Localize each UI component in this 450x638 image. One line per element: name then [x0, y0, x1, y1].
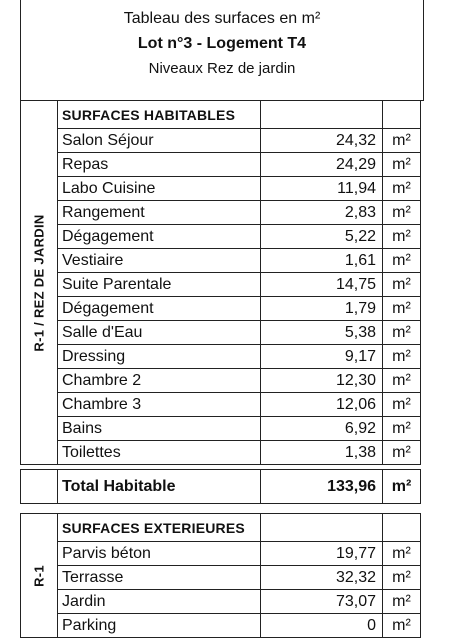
surface-value: 0 [261, 614, 383, 638]
surface-unit: m² [383, 249, 421, 273]
table-row [21, 542, 421, 566]
table-row [21, 417, 421, 441]
surface-value: 9,17 [261, 345, 383, 369]
table-row [21, 297, 421, 321]
surface-value: 1,79 [261, 297, 383, 321]
table-row [21, 590, 421, 614]
surface-value: 5,38 [261, 321, 383, 345]
level-side-label: R-1 / REZ DE JARDIN [31, 213, 47, 352]
section-title: SURFACES EXTERIEURES [58, 514, 261, 542]
room-name: Chambre 2 [58, 369, 261, 393]
room-name: Repas [58, 153, 261, 177]
surface-value: 19,77 [261, 542, 383, 566]
level-side-label: R-1 [31, 564, 47, 587]
lot-title: Lot n°3 - Logement T4 [137, 35, 307, 52]
exterior-surfaces-table [20, 513, 421, 638]
section-header-row [21, 514, 421, 542]
room-name: Labo Cuisine [58, 177, 261, 201]
surface-value: 1,38 [261, 441, 383, 465]
surface-unit: m² [383, 590, 421, 614]
table-title: Tableau des surfaces en m² [123, 10, 321, 27]
room-name: Dégagement [58, 225, 261, 249]
room-name: Dégagement [58, 297, 261, 321]
surface-value: 32,32 [261, 566, 383, 590]
surface-unit: m² [383, 393, 421, 417]
room-name: Toilettes [58, 441, 261, 465]
total-table [20, 469, 421, 504]
table-row [21, 201, 421, 225]
surface-unit: m² [383, 225, 421, 249]
table-row [21, 441, 421, 465]
surface-value: 24,29 [261, 153, 383, 177]
section-header-row [21, 101, 421, 129]
table-row [21, 249, 421, 273]
habitable-surfaces-table [20, 100, 421, 465]
table-row [21, 273, 421, 297]
room-name: Parvis béton [58, 542, 261, 566]
surface-unit: m² [383, 273, 421, 297]
table-row [21, 225, 421, 249]
table-row [21, 177, 421, 201]
table-row [21, 321, 421, 345]
surface-value: 24,32 [261, 129, 383, 153]
surface-unit: m² [383, 614, 421, 638]
level-side-label-cell [21, 514, 58, 638]
total-unit: m² [383, 470, 421, 504]
surface-value: 1,61 [261, 249, 383, 273]
empty-cell [261, 101, 383, 129]
total-value: 133,96 [261, 470, 383, 504]
room-name: Salle d'Eau [58, 321, 261, 345]
room-name: Suite Parentale [58, 273, 261, 297]
room-name: Bains [58, 417, 261, 441]
room-name: Vestiaire [58, 249, 261, 273]
empty-cell [261, 514, 383, 542]
surface-unit: m² [383, 417, 421, 441]
surface-unit: m² [383, 153, 421, 177]
surface-value: 73,07 [261, 590, 383, 614]
surface-unit: m² [383, 321, 421, 345]
room-name: Parking [58, 614, 261, 638]
surface-unit: m² [383, 369, 421, 393]
table-row [21, 369, 421, 393]
surface-unit: m² [383, 201, 421, 225]
total-label: Total Habitable [58, 470, 261, 504]
empty-cell [383, 101, 421, 129]
surface-unit: m² [383, 297, 421, 321]
room-name: Terrasse [58, 566, 261, 590]
total-row [21, 470, 421, 504]
section-title: SURFACES HABITABLES [58, 101, 261, 129]
empty-cell [21, 470, 58, 504]
surface-unit: m² [383, 542, 421, 566]
empty-cell [383, 514, 421, 542]
surface-value: 12,06 [261, 393, 383, 417]
surface-unit: m² [383, 177, 421, 201]
surface-value: 6,92 [261, 417, 383, 441]
table-row [21, 393, 421, 417]
room-name: Salon Séjour [58, 129, 261, 153]
table-row [21, 153, 421, 177]
level-subtitle: Niveaux Rez de jardin [148, 60, 296, 77]
room-name: Dressing [58, 345, 261, 369]
surface-unit: m² [383, 566, 421, 590]
table-header [20, 0, 424, 101]
table-row [21, 566, 421, 590]
surface-value: 11,94 [261, 177, 383, 201]
level-side-label-cell [21, 101, 58, 465]
surface-value: 5,22 [261, 225, 383, 249]
surface-value: 2,83 [261, 201, 383, 225]
surface-unit: m² [383, 441, 421, 465]
table-row [21, 614, 421, 638]
room-name: Rangement [58, 201, 261, 225]
surface-unit: m² [383, 345, 421, 369]
room-name: Jardin [58, 590, 261, 614]
surface-value: 14,75 [261, 273, 383, 297]
surface-unit: m² [383, 129, 421, 153]
table-row [21, 345, 421, 369]
room-name: Chambre 3 [58, 393, 261, 417]
table-row [21, 129, 421, 153]
surface-value: 12,30 [261, 369, 383, 393]
